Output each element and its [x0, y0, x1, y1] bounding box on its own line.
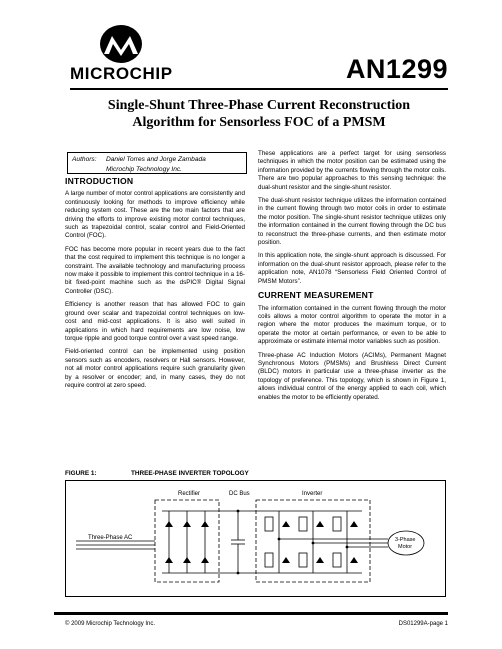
copyright-text: © 2009 Microchip Technology Inc.: [65, 621, 156, 627]
author-names: Daniel Torres and Jorge Zambada: [106, 156, 206, 163]
header-rule: [70, 88, 448, 90]
body-paragraph: Three-phase AC Induction Motors (ACIMs), Permanent Magnet Synchronous Motors (PMSMs) and Brushless Direct Current (BLDC) motors in particular use a three-phase inverter as the topology of preference. This topology, which is shown in Figure 1, allows individual control of the energy applied to each coil, which enables the motor to be efficiently operated.: [258, 351, 446, 401]
motor-label-line-2: Motor: [398, 544, 413, 550]
page-number: DS01299A-page 1: [398, 621, 448, 627]
title-line-2: Algorithm for Sensorless FOC of a PMSM: [132, 115, 386, 130]
body-paragraph: These applications are a perfect target for using sensorless techniques in which the motor position can be estimated using the information provided by the currents flowing through the motor coils. There are two popular approaches to this sensing technique: the dual-shunt resistor and the single-shunt resistor.: [258, 150, 446, 191]
intro-paragraph: Efficiency is another reason that has allowed FOC to gain ground over scalar and trapezoidal control techniques on low-cost and mid-cost applications. It is also well suited in applications in which hard requirements are low noise, low torque ripple and good torque control over a vast speed range.: [65, 301, 245, 342]
inverter-label: Inverter: [302, 491, 323, 497]
current-measurement-heading: CURRENT MEASUREMENT: [258, 290, 374, 301]
three-phase-ac-label: Three-Phase AC: [88, 535, 133, 541]
figure-caption: [65, 470, 249, 477]
footer-rule: [54, 612, 448, 615]
right-column: [258, 150, 446, 407]
microchip-logo-icon: [99, 24, 143, 64]
motor-label-line-1: 3-Phase: [395, 537, 416, 543]
title-line-1: Single-Shunt Three-Phase Current Reconstruction: [107, 98, 411, 113]
authors-label: Authors:: [72, 156, 97, 163]
intro-paragraph: FOC has become more popular in recent years due to the fact that the cost required to implement this technique is no longer a constraint. The available technology and manufacturing process now make it possible to implement this control technique in a 16-bit fixed-point machine such as the dsPIC® Digital Signal Controller (DSC).: [65, 245, 245, 295]
figure-box: [65, 480, 446, 597]
brand-name: MICROCHIP: [70, 64, 173, 83]
intro-heading: INTRODUCTION: [65, 176, 134, 186]
figure-number: FIGURE 1:: [65, 470, 97, 477]
left-column: [65, 177, 245, 395]
body-paragraph: In this application note, the single-shunt approach is discussed. For information on the dual-shunt resistor approach, please refer to the application note, AN1078 “Sensorless Field Oriented Control of PMSM Motors”.: [258, 252, 446, 285]
intro-paragraph: Field-oriented control can be implemented using position sensors such as encoders, resolvers or Hall sensors. However, not all motor control applications require such granularity given by a resolver or encoder; and, in many cases, they do not require control at zero speed.: [65, 348, 245, 389]
authors-box: [67, 152, 247, 174]
body-paragraph: The information contained in the current flowing through the motor coils allows a motor control algorithm to operate the motor in a region where the motor produces the maximum torque, or to operate the motor at certain performance, or even to be able to approximate or estimate internal motor variables such as position.: [258, 304, 446, 346]
intro-paragraph: A large number of motor control applications are consistently and continuously looking for methods to improve efficiency while reducing system cost. These are the two main factors that are driving the efforts to improve existing motor control techniques, such as trapezoidal control, scalar control and Field-Oriented Control (FOC).: [65, 190, 245, 240]
author-company: Microchip Technology Inc.: [106, 166, 182, 173]
dc-bus-label: DC Bus: [229, 491, 250, 497]
document-title: [70, 97, 448, 131]
figure-title: THREE-PHASE INVERTER TOPOLOGY: [131, 470, 249, 477]
inverter-topology-diagram: [66, 481, 445, 596]
motor-circle: [388, 531, 424, 555]
document-number: AN1299: [345, 54, 448, 84]
body-paragraph: The dual-shunt resistor technique utilizes the information contained in the current flowing through two motor coils in order to estimate the motor position. The single-shunt resistor technique utilizes only the information contained in the current flowing through the DC bus to reconstruct the three-phase currents, and then estimate motor position.: [258, 197, 446, 247]
rectifier-label: Rectifier: [178, 491, 201, 497]
